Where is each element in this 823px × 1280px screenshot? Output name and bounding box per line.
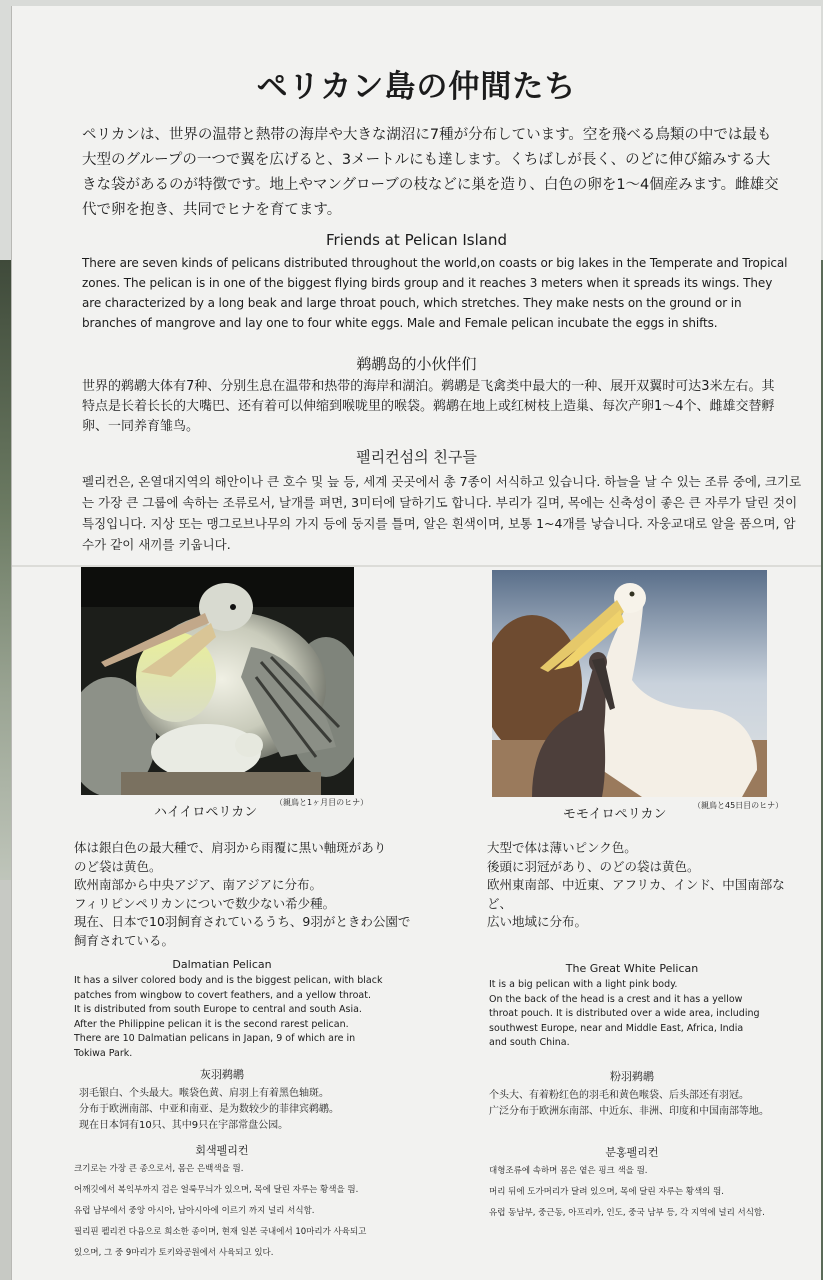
dalmatian-english-heading: Dalmatian Pelican: [172, 958, 272, 971]
text-line: 分布于欧洲南部、中亚和南亚、是为数较少的菲律宾鹈鹕。: [79, 1104, 339, 1115]
korean-intro: 펠리컨은, 온열대지역의 해안이나 큰 호수 및 늪 등, 세계 곳곳에서 총 7종이 서식하고 있습니다. 하늘을 날 수 있는 조류 중에, 크기로는 가장 큰 그룹에 속하는 조류로서, 날개를 펴면, 3미터에 달하기도 합니다. 부리가 길며, 목에는 신축성이 좋은 큰 자루가 달린 것이 특징입니다. 지상 또는 맹그로브나무의 가지 등에 둥지를 틀며, 알은 흰색이며, 보통 1~4개를 낳습니다. 자웅교대로 알을 품으며, 암수가 같이 새끼를 키웁니다.: [82, 474, 802, 552]
white-caption-note: （親鳥と45日目のヒナ）: [693, 801, 784, 810]
text-line: 필리핀 펠리컨 다음으로 희소한 종이며, 현재 일본 국내에서 10마리가 사육되고: [74, 1227, 367, 1237]
english-intro: There are seven kinds of pelicans distributed throughout the world,on coasts or big lakes in the Temperate and Tropical zones. The pelican is in one of the biggest flying birds group and it reaches 3 meters when it spreads its wings. They are characterized by a long beak and large throat pouch, which stretches. They make nests on the ground or in branches of mangrove and lay one to four white eggs. Male and Female pelican incubate the eggs in shifts.: [82, 256, 788, 330]
text-line: のど袋は黄色。: [74, 858, 162, 874]
dalmatian-korean-heading: 회색펠리컨: [195, 1144, 249, 1157]
text-line: 广泛分布于欧洲东南部、中近东、非洲、印度和中国南部等地。: [489, 1106, 769, 1117]
korean-heading: 펠리컨섬의 친구들: [356, 448, 477, 466]
text-line: There are 10 Dalmatian pelicans in Japan, 9 of which are in: [74, 1033, 356, 1044]
text-line: 後頭に羽冠があり、のどの袋は黄色。: [487, 858, 700, 874]
text-line: Tokiwa Park.: [74, 1047, 133, 1059]
text-line: southwest Europe, near and Middle East, Africa, India: [489, 1022, 744, 1034]
dalmatian-chinese-heading: 灰羽鹈鹕: [200, 1068, 244, 1081]
text-line: フィリピンペリカンについで数少ない希少種。: [74, 895, 336, 911]
text-line: 크기로는 가장 큰 종으로서, 몸은 은백색을 띔.: [74, 1164, 244, 1174]
text-line: throat pouch. It is distributed over a wide area, including: [489, 1008, 760, 1019]
white-chinese-text: [489, 1088, 819, 1120]
text-line: 飼育されている。: [74, 932, 175, 948]
text-line: 유럽 남부에서 중앙 아시아, 남아시아에 이르기 까지 널리 서식함.: [74, 1206, 315, 1216]
dalmatian-caption-note: （親鳥と1ヶ月目のヒナ）: [275, 798, 369, 807]
text-line: patches from wingbow to covert feathers, and a yellow throat.: [74, 989, 371, 1001]
white-chinese-heading: 粉羽鹈鹕: [610, 1070, 654, 1083]
white-caption: モモイロペリカン: [563, 807, 667, 822]
white-korean-heading: 분홍펠리컨: [605, 1146, 659, 1159]
text-line: 어깨깃에서 복익부까지 검은 얼룩무늬가 있으며, 목에 달린 자루는 황색을 띔.: [74, 1185, 359, 1195]
dalmatian-japanese-text: [74, 839, 414, 950]
text-line: It has a silver colored body and is the biggest pelican, with black: [74, 975, 383, 986]
text-line: 머리 뒤에 도가머리가 달려 있으며, 목에 달린 자루는 황색의 띔.: [489, 1187, 724, 1197]
white-japanese-text: [487, 839, 807, 932]
white-english-text: [489, 978, 809, 1051]
text-line: 있으며, 그 중 9마리가 토키와공원에서 사육되고 있다.: [74, 1248, 274, 1258]
english-heading: Friends at Pelican Island: [326, 231, 507, 249]
text-line: 羽毛银白、个头最大。喉袋色黄、肩羽上有着黑色轴斑。: [79, 1088, 329, 1099]
sign-board: [12, 6, 821, 1280]
chinese-heading: 鹈鹕岛的小伙伴们: [356, 355, 477, 373]
text-line: 現在、日本で10羽飼育されているうち、9羽がときわ公園で: [74, 914, 411, 929]
text-line: 欧州東南部、中近東、アフリカ、インド、中国南部など、: [487, 877, 785, 911]
text-line: 现在日本饲有10只、其中9只在宇部常盘公园。: [79, 1120, 289, 1131]
dalmatian-pelican-photo: [81, 567, 354, 795]
text-line: 欧州南部から中央アジア、南アジアに分布。: [74, 877, 323, 892]
text-line: 유럽 동남부, 중근동, 아프리카, 인도, 중국 남부 등, 각 지역에 널리 서식함.: [489, 1208, 765, 1218]
text-line: It is distributed from south Europe to central and south Asia.: [74, 1004, 362, 1015]
dalmatian-english-text: [74, 974, 414, 1061]
text-line: 体は銀白色の最大種で、肩羽から雨覆に黒い軸斑があり: [74, 840, 387, 855]
dalmatian-caption: ハイイロペリカン: [154, 805, 258, 820]
text-line: 个头大、有着粉红色的羽毛和黄色喉袋、后头部还有羽冠。: [489, 1090, 749, 1101]
text-line: On the back of the head is a crest and it has a yellow: [489, 993, 743, 1005]
white-pelican-photo: [492, 570, 767, 797]
dalmatian-chinese-text: [79, 1086, 419, 1134]
text-line: 대형조류에 속하며 몸은 옅은 핑크 색을 띔.: [489, 1166, 648, 1176]
japanese-intro: ペリカンは、世界の温帯と熱帯の海岸や大きな湖沼に7種が分布しています。空を飛べる鳥類の中では最も大型のグループの一つで翼を広げると、3メートルにも達します。くちばしが長く、のどに伸び縮みする大きな袋があるのが特徴です。地上やマングローブの枝などに巣を造り、白色の卵を1～4個産みます。雌雄交代で卵を抱き、共同でヒナを育てます。: [82, 127, 779, 218]
chinese-intro: 世界的鹈鹕大体有7种、分别生息在温带和热带的海岸和湖泊。鹈鹕是飞禽类中最大的一种、展开双翼时可达3米左右。其特点是长着长长的大嘴巴、还有着可以伸缩到喉咙里的喉袋。鹈鹕在地上或红树枝上造巢、每次产卵1～4个、雌雄交替孵卵、一同养育雏鸟。: [82, 379, 775, 434]
text-line: After the Philippine pelican it is the second rarest pelican.: [74, 1018, 349, 1030]
text-line: It is a big pelican with a light pink body.: [489, 979, 678, 990]
text-line: 広い地域に分布。: [487, 914, 588, 929]
dalmatian-korean-text: [74, 1159, 419, 1264]
white-korean-text: [489, 1161, 819, 1224]
sign-title: ペリカン島の仲間たち: [256, 69, 577, 105]
white-english-heading: The Great White Pelican: [565, 962, 699, 975]
text-line: and south China.: [489, 1037, 570, 1048]
text-line: 大型で体は薄いピンク色。: [487, 840, 637, 855]
